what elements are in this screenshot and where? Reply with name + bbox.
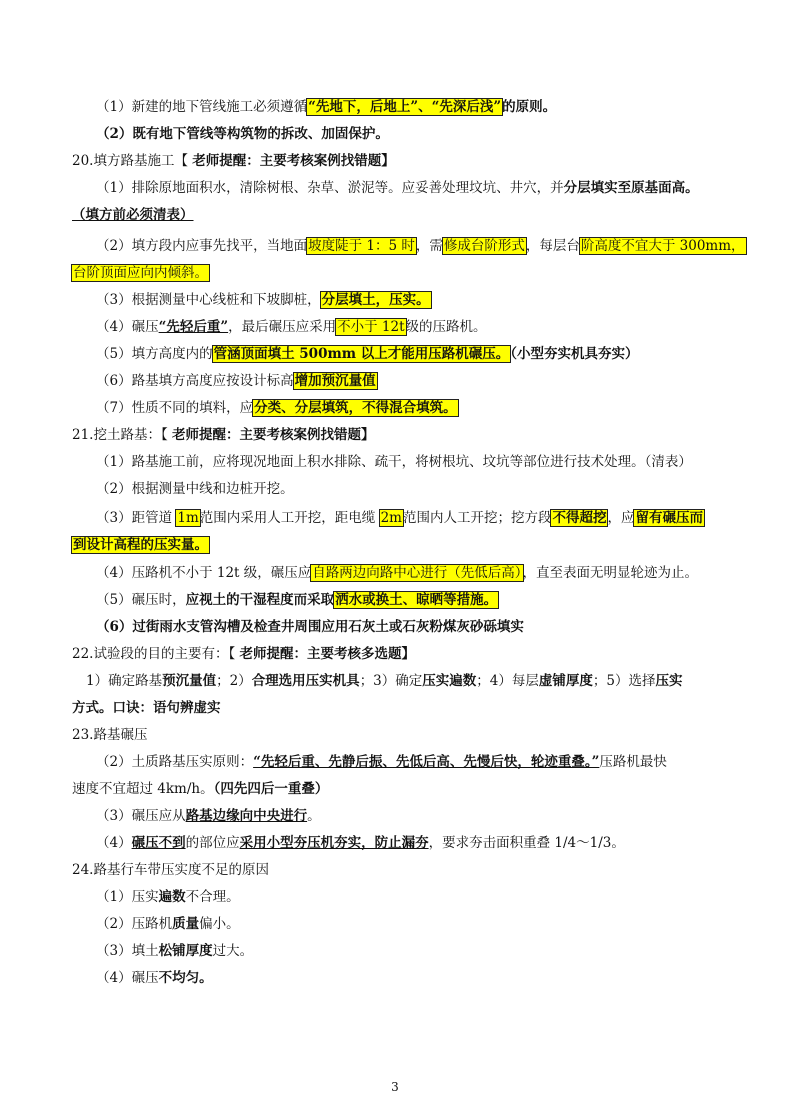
text-segment: ，最后碾压应采用 — [228, 319, 337, 335]
text-segment: 压路机最快 — [599, 754, 667, 770]
text-segment: 不合理。 — [185, 889, 240, 905]
text-segment: 20.填方路基施工【 — [72, 153, 193, 169]
text-segment: 不均匀。 — [158, 970, 213, 986]
text-line — [0, 941, 790, 961]
text-segment: （3）距管道 — [96, 510, 177, 526]
text-line — [0, 806, 790, 826]
text-segment: 坡度陡于 1：5 时 — [308, 238, 415, 254]
text-segment: （2）根据测量中线和边桩开挖。 — [96, 481, 294, 497]
text-segment: “先地下，后地上”、“先深后浅” — [308, 99, 502, 115]
text-segment: “先轻后重” — [158, 319, 229, 335]
text-segment: 的原则。 — [502, 99, 557, 115]
text-segment: 老师提醒：主要考核多选题】 — [239, 646, 416, 662]
text-segment: 范围内采用人工开挖，距电缆 — [199, 510, 380, 526]
text-segment: 预沉量值 — [162, 673, 217, 689]
text-line — [0, 371, 790, 391]
text-segment: 偏小。 — [199, 916, 240, 932]
text-line — [0, 698, 790, 718]
text-segment: （1）路基施工前，应将现况地面上积水排除、疏干，将树根坑、坟坑等部位进行技术处理。（清表） — [96, 454, 692, 470]
text-segment: 老师提醒：主要考核案例找错题】 — [192, 153, 395, 169]
text-line — [0, 644, 790, 664]
text-segment: （填方前必须清表） — [72, 207, 194, 223]
text-segment: 洒水或换土、晾晒等措施。 — [335, 592, 498, 608]
text-line — [0, 725, 790, 745]
text-segment: 合理选用压实机具 — [251, 673, 360, 689]
text-segment: 范围内人工开挖；挖方段 — [402, 510, 552, 526]
text-segment: ，直至表面无明显轮迹为止。 — [522, 565, 699, 581]
text-segment: （5）填方高度内的 — [96, 346, 213, 362]
text-segment: ；5）选择 — [592, 673, 656, 689]
text-line — [0, 205, 790, 225]
text-segment: （6）路基填方高度应按设计标高 — [96, 373, 294, 389]
text-line — [0, 344, 790, 364]
text-line — [0, 263, 790, 283]
text-segment: （2）既有地下管线等构筑物的拆改、加固保护。 — [96, 126, 389, 142]
text-segment: 的部位应 — [185, 835, 240, 851]
text-segment: ，每层台 — [525, 238, 580, 254]
text-segment: （2）压路机 — [96, 916, 173, 932]
text-segment: 1）确定路基 — [86, 673, 163, 689]
text-line — [0, 887, 790, 907]
text-segment: （3）碾压应从 — [96, 808, 186, 824]
text-segment: 碾压不到 — [131, 835, 186, 851]
text-segment: 分层填实至原基面高。 — [563, 180, 699, 196]
text-segment: 23.路基碾压 — [72, 727, 148, 743]
text-segment: ，应 — [607, 510, 635, 526]
text-segment: 分层填土，压实。 — [321, 292, 430, 308]
text-line — [0, 317, 790, 337]
text-line — [0, 779, 790, 799]
text-line — [0, 479, 790, 499]
text-segment: （6）过街雨水支管沟槽及检查井周围应用石灰土或石灰粉煤灰砂砾填实 — [96, 619, 524, 635]
text-segment: “先轻后重、先静后振、先低后高、先慢后快，轮迹重叠。” — [253, 754, 600, 770]
text-line — [0, 563, 790, 583]
text-segment: 到设计高程的压实量。 — [73, 537, 208, 553]
text-segment: 压实遍数 — [422, 673, 477, 689]
text-line — [0, 178, 790, 198]
text-line — [0, 752, 790, 772]
text-segment: （5）碾压时， — [96, 592, 186, 608]
text-segment: ，需 — [415, 238, 443, 254]
text-segment: 虚铺厚度 — [538, 673, 593, 689]
text-segment: 过大。 — [212, 943, 254, 959]
text-segment: （1）压实 — [96, 889, 159, 905]
text-segment: 方式。口诀：语句辨虚实 — [72, 700, 221, 716]
text-segment: 。 — [307, 808, 321, 824]
page-number: 3 — [391, 1080, 399, 1094]
text-segment: （小型夯实机具夯实） — [510, 346, 639, 362]
text-line — [0, 590, 790, 610]
text-line — [0, 860, 790, 880]
text-line — [0, 914, 790, 934]
text-line — [0, 452, 790, 472]
text-segment: ；2） — [216, 673, 252, 689]
text-line — [0, 425, 790, 445]
text-segment: （4）碾压 — [96, 319, 159, 335]
text-segment: 24.路基行车带压实度不足的原因 — [72, 862, 269, 878]
text-segment: 不小于 12t — [337, 319, 405, 335]
text-segment: 2m — [380, 510, 402, 526]
text-segment: 不得超挖 — [552, 510, 607, 526]
text-segment: 路基边缘向中央进行 — [185, 808, 308, 824]
text-line — [0, 617, 790, 637]
text-segment: （2）填方段内应事先找平，当地面 — [96, 238, 308, 254]
text-line — [0, 398, 790, 418]
text-segment: 遍数 — [158, 889, 186, 905]
text-line — [0, 671, 790, 691]
text-segment: 压实 — [655, 673, 683, 689]
text-segment: ，要求夯击面积重叠 1/4～1/3。 — [428, 835, 625, 851]
text-segment: 采用小型夯压机夯实，防止漏夯 — [239, 835, 429, 851]
text-segment: 质量 — [172, 916, 200, 932]
text-segment: （四先四后一重叠） — [213, 781, 329, 797]
text-segment: （4）碾压 — [96, 970, 159, 986]
text-segment: 21.挖土路基：【 — [72, 427, 173, 443]
text-segment: （7）性质不同的填料，应 — [96, 400, 254, 416]
text-segment: 自路两边向路中心进行（先低后高） — [312, 565, 522, 581]
text-segment: 分类、分层填筑，不得混合填筑。 — [254, 400, 457, 416]
text-segment: 松铺厚度 — [158, 943, 213, 959]
text-line — [0, 236, 790, 256]
text-segment: 级的压路机。 — [405, 319, 487, 335]
text-line — [0, 968, 790, 988]
text-line — [0, 508, 790, 528]
text-segment: 速度不宜超过 4km/h。 — [72, 781, 214, 797]
text-segment: （3）根据测量中心线桩和下坡脚桩， — [96, 292, 321, 308]
text-segment: 台阶顶面应向内倾斜。 — [73, 265, 208, 281]
text-line — [0, 535, 790, 555]
text-segment: （4）压路机不小于 12t 级，碾压应 — [96, 565, 312, 581]
text-line — [0, 290, 790, 310]
text-segment: 1m — [177, 510, 199, 526]
text-segment: 应视土的干湿程度而采取 — [185, 592, 335, 608]
text-segment: 老师提醒：主要考核案例找错题】 — [172, 427, 375, 443]
text-line — [0, 97, 790, 117]
text-segment: 修成台阶形式 — [443, 238, 525, 254]
text-segment: 22.试验段的目的主要有：【 — [72, 646, 240, 662]
text-line — [0, 833, 790, 853]
text-line — [0, 124, 790, 144]
text-segment: ；3）确定 — [359, 673, 423, 689]
text-segment: （1）排除原地面积水，清除树根、杂草、淤泥等。应妥善处理坟坑、井穴，并 — [96, 180, 564, 196]
text-segment: 阶高度不宜大于 300mm， — [580, 238, 745, 254]
text-segment: （4） — [96, 835, 132, 851]
text-line — [0, 151, 790, 171]
text-segment: 管涵顶面填土 500mm 以上才能用压路机碾压。 — [213, 346, 510, 362]
text-segment: （3）填土 — [96, 943, 159, 959]
text-segment: 留有碾压而 — [635, 510, 703, 526]
text-segment: ；4）每层 — [476, 673, 539, 689]
text-segment: （2）土质路基压实原则： — [96, 754, 254, 770]
text-segment: 增加预沉量值 — [294, 373, 376, 389]
text-segment: （1）新建的地下管线施工必须遵循 — [96, 99, 308, 115]
